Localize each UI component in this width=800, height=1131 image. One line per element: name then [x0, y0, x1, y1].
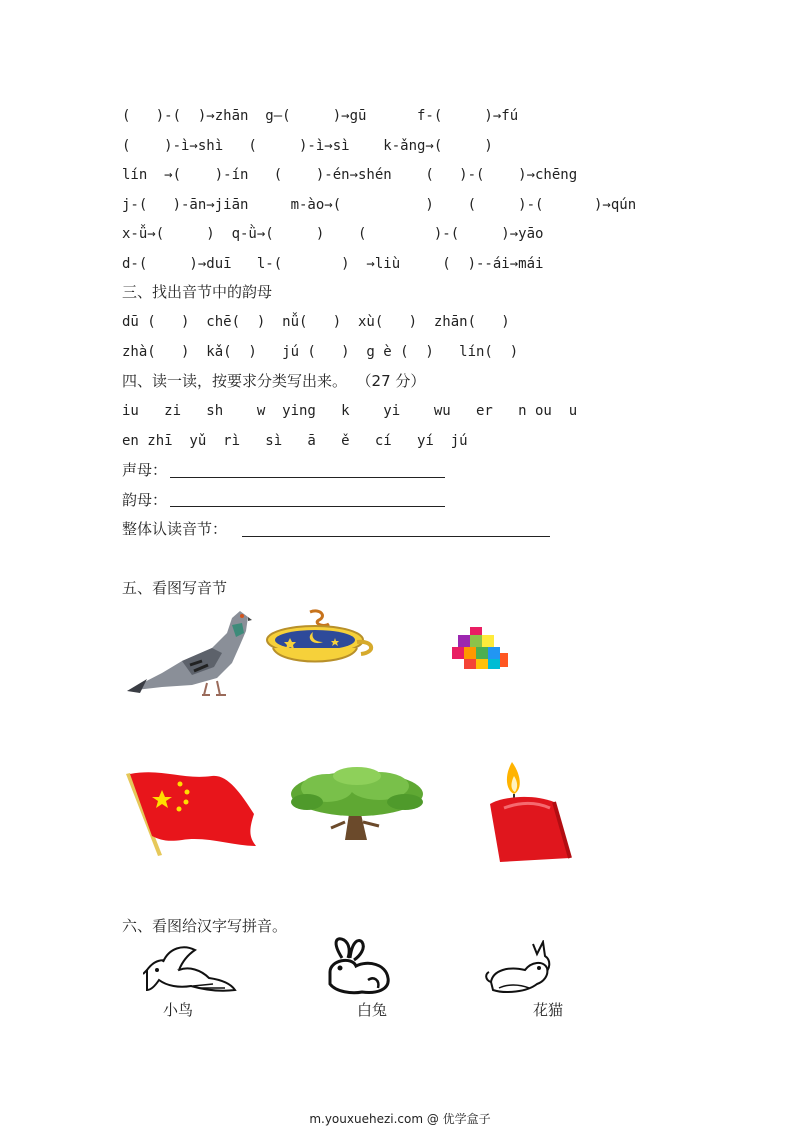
pinyin-row-5: x-ǚ→( ) q-ǜ→( ) ( )-( )→yāo — [122, 226, 544, 242]
yunmu-label: 韵母： — [122, 491, 168, 509]
section4-row-1: iu zi sh w ying k yi wu er n ou u — [122, 403, 578, 419]
footer-watermark: m.youxuehezi.com @ 优学盒子 — [309, 1112, 491, 1126]
bird-drawing — [143, 940, 239, 996]
caption-rabbit: 白兔 — [357, 1001, 388, 1019]
section3-row-1: dū ( ) chē( ) nǚ( ) xù( ) zhān( ) — [122, 314, 510, 330]
pinyin-row-2: ( )-ì→shì ( )-ì→sì k-ǎng→( ) — [122, 138, 493, 154]
caption-cat: 花猫 — [533, 1001, 564, 1019]
zhengti-answer-line[interactable] — [242, 536, 550, 537]
pinyin-row-3: lín →( )-ín ( )-én→shén ( )-( )→chēng — [122, 167, 578, 183]
section3-row-2: zhà( ) kǎ( ) jú ( ) g è ( ) lín( ) — [122, 344, 519, 360]
candle-image — [484, 758, 574, 863]
shengmu-label: 声母： — [122, 461, 168, 479]
section4-title: 四、读一读，按要求分类写出来。 （27 分） — [122, 372, 426, 390]
section3-title: 三、找出音节中的韵母 — [122, 283, 273, 301]
pigeon-image — [122, 603, 252, 698]
pinyin-row-6: d-( )→duī l-( ) →liù ( )--ái→mái — [122, 256, 544, 272]
pinyin-row-1: ( )-( )→zhān g—( )→gū f-( )→fú — [122, 108, 519, 124]
flag-image — [122, 766, 262, 861]
soup-cup-image — [265, 608, 380, 670]
zhengti-label: 整体认读音节： — [122, 520, 228, 538]
section5-title: 五、看图写音节 — [122, 579, 228, 597]
section4-row-2: en zhī yǔ rì sì ā ě cí yí jú — [122, 433, 468, 449]
shengmu-answer-line[interactable] — [170, 477, 445, 478]
tree-image — [287, 766, 427, 844]
rabbit-drawing — [322, 936, 394, 996]
pinyin-row-4: j-( )-ān→jiān m-ào→( ) ( )-( )→qún — [122, 197, 637, 213]
cat-drawing — [485, 940, 557, 996]
section6-title: 六、看图给汉字写拼音。 — [122, 917, 288, 935]
yunmu-answer-line[interactable] — [170, 506, 445, 507]
caption-bird: 小鸟 — [163, 1001, 194, 1019]
cubes-image — [448, 627, 510, 671]
